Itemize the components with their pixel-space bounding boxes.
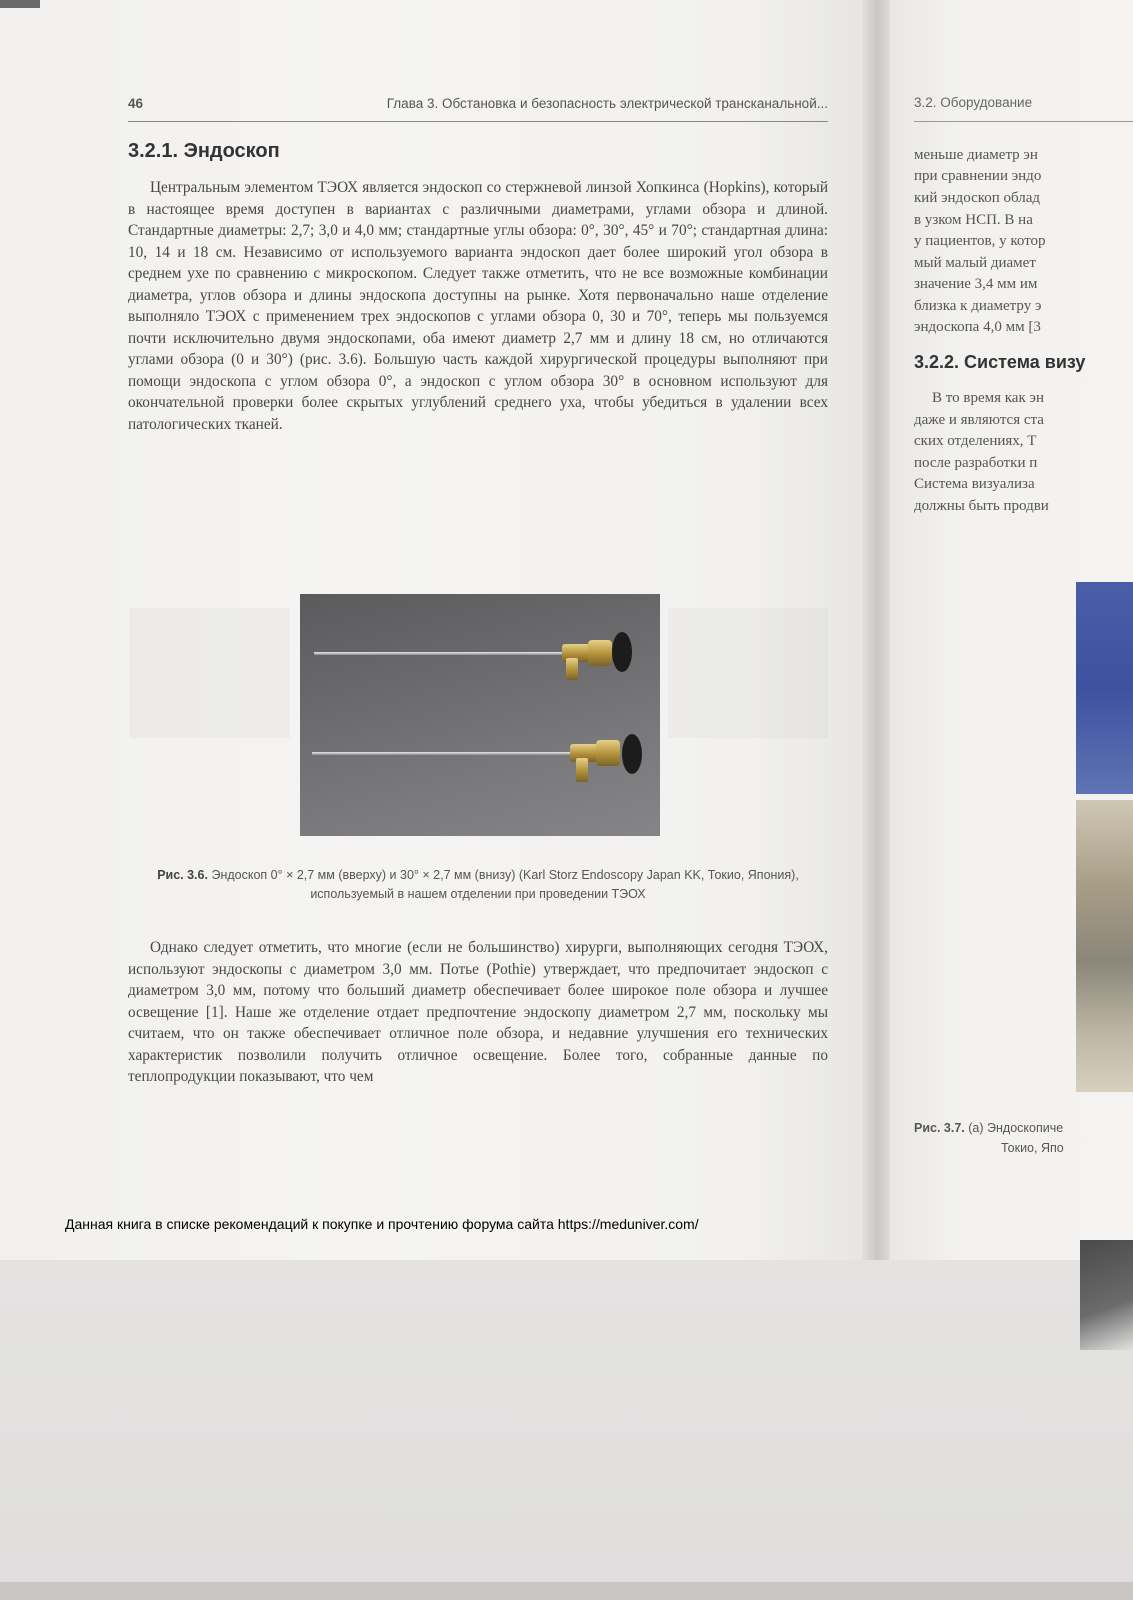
figure-caption-text: Эндоскоп 0° × 2,7 мм (вверху) и 30° × 2,7 мм (внизу) (Karl Storz Endoscopy Japan KK, Токио, Япония), используемый в нашем отделении при проведении ТЭОХ [211, 868, 799, 901]
right-text-line: в узком НСП. В на [914, 212, 1033, 228]
figure-label: Рис. 3.6. [157, 868, 208, 882]
right-text-line: эндоскопа 4,0 мм [3 [914, 319, 1041, 335]
right-text-line: при сравнении эндо [914, 168, 1042, 184]
right-figure-caption [914, 1118, 1133, 1158]
endoscope-photo [300, 594, 660, 836]
section-heading: 3.2.1. Эндоскоп [128, 140, 280, 162]
figure-caption [128, 866, 828, 903]
scan-bottom-edge [0, 1582, 1133, 1600]
right-running-head: 3.2. Оборудование [914, 95, 1033, 110]
body-paragraph-2: Однако следует отметить, что многие (если не большинство) хирурги, выполняющих сегодня ТЭОХ, используют эндоскопы с диаметром 3,0 мм. Потье (Pothie) утверждает, что предпочитает эндоскоп с диаметром 3,0 мм, потому что больший диаметр обеспечивает более широкое поле обзора и лучшее освещение [1]. Наше же отделение отдает предпочтение эндоскопу диаметром 2,7 мм, поскольку мы считаем, что он также обеспечивает отличное поле обзора, и недавние улучшения его технических характеристик позволили получить отличное освещение. Более того, собранные данные по теплопродукции показывают, что чем [128, 939, 828, 1085]
page-shadow [1080, 1240, 1133, 1350]
right-text-line: у пациентов, у котор [914, 233, 1046, 249]
header-rule [128, 121, 828, 122]
scan-background [0, 1260, 1133, 1600]
right-figure-photo-b [1076, 800, 1133, 1092]
running-head [128, 94, 828, 116]
right-text-line: после разработки п [914, 455, 1038, 471]
chapter-title: Глава 3. Обстановка и безопасность электрической трансканальной... [386, 96, 828, 111]
right-figure-caption-line1: (а) Эндоскопиче [968, 1121, 1064, 1135]
bleed-through [130, 608, 290, 738]
right-text-line: должны быть продви [914, 498, 1049, 514]
right-text-line: меньше диаметр эн [914, 147, 1038, 163]
endoscope-top [314, 632, 632, 680]
endoscope-bottom [312, 734, 642, 782]
bleed-through [668, 608, 828, 738]
endoscope-illustration [300, 594, 660, 836]
right-figure-label: Рис. 3.7. [914, 1121, 965, 1135]
right-text-line: мый малый диамет [914, 255, 1036, 271]
right-figure-caption-line2: Токио, Япо [1001, 1141, 1064, 1155]
right-text-line: В то время как эн [932, 390, 1044, 406]
right-section-heading: 3.2.2. Система визу [914, 352, 1086, 372]
right-text-line: ских отделениях, Т [914, 433, 1037, 449]
scan-top-mark [0, 0, 40, 8]
body-paragraph-1: Центральным элементом ТЭОХ является эндоскоп со стержневой линзой Хопкинса (Hopkins), который в настоящее время доступен в вариантах с различными диаметрами, углами обзора и длиной. Стандартные диаметры: 2,7; 3,0 и 4,0 мм; стандартные углы обзора: 0°, 30°, 45° и 70°; стандартная длина: 10, 14 и 18 см. Независимо от используемого варианта эндоскоп дает более широкий угол обзора в среднем ухе по сравнению с микроскопом. Следует также отметить, что не все возможные комбинации диаметра, углов обзора и длины эндоскопа доступны на рынке. Хотя первоначально наше отделение выполняло ТЭОХ с применением трех эндоскопов с углами обзора 0, 30 и 70°, теперь мы пользуемся почти исключительно двумя эндоскопами, оба имеют диаметр 2,7 мм и длину 18 см, но отличаются углами обзора (0 и 30°) (рис. 3.6). Большую часть каждой хирургической процедуры выполняют при помощи эндоскопа с углом обзора 0°, а эндоскоп с углом обзора 30° в основном используют для окончательной проверки более скрытых углублений среднего уха, чтобы убедиться в удалении всех патологических тканей. [128, 179, 828, 433]
right-figure-photo-a [1076, 582, 1133, 794]
right-text-line: Система визуализа [914, 476, 1035, 492]
right-text-line: даже и являются ста [914, 412, 1044, 428]
right-text-line: значение 3,4 мм им [914, 276, 1038, 292]
right-header-rule [914, 121, 1133, 122]
right-text-line: кий эндоскоп облад [914, 190, 1041, 206]
right-text-line: близка к диаметру э [914, 298, 1042, 314]
watermark-text: Данная книга в списке рекомендаций к покупке и прочтению форума сайта https://meduniver.com/ [65, 1216, 699, 1232]
page-number: 46 [128, 96, 144, 111]
